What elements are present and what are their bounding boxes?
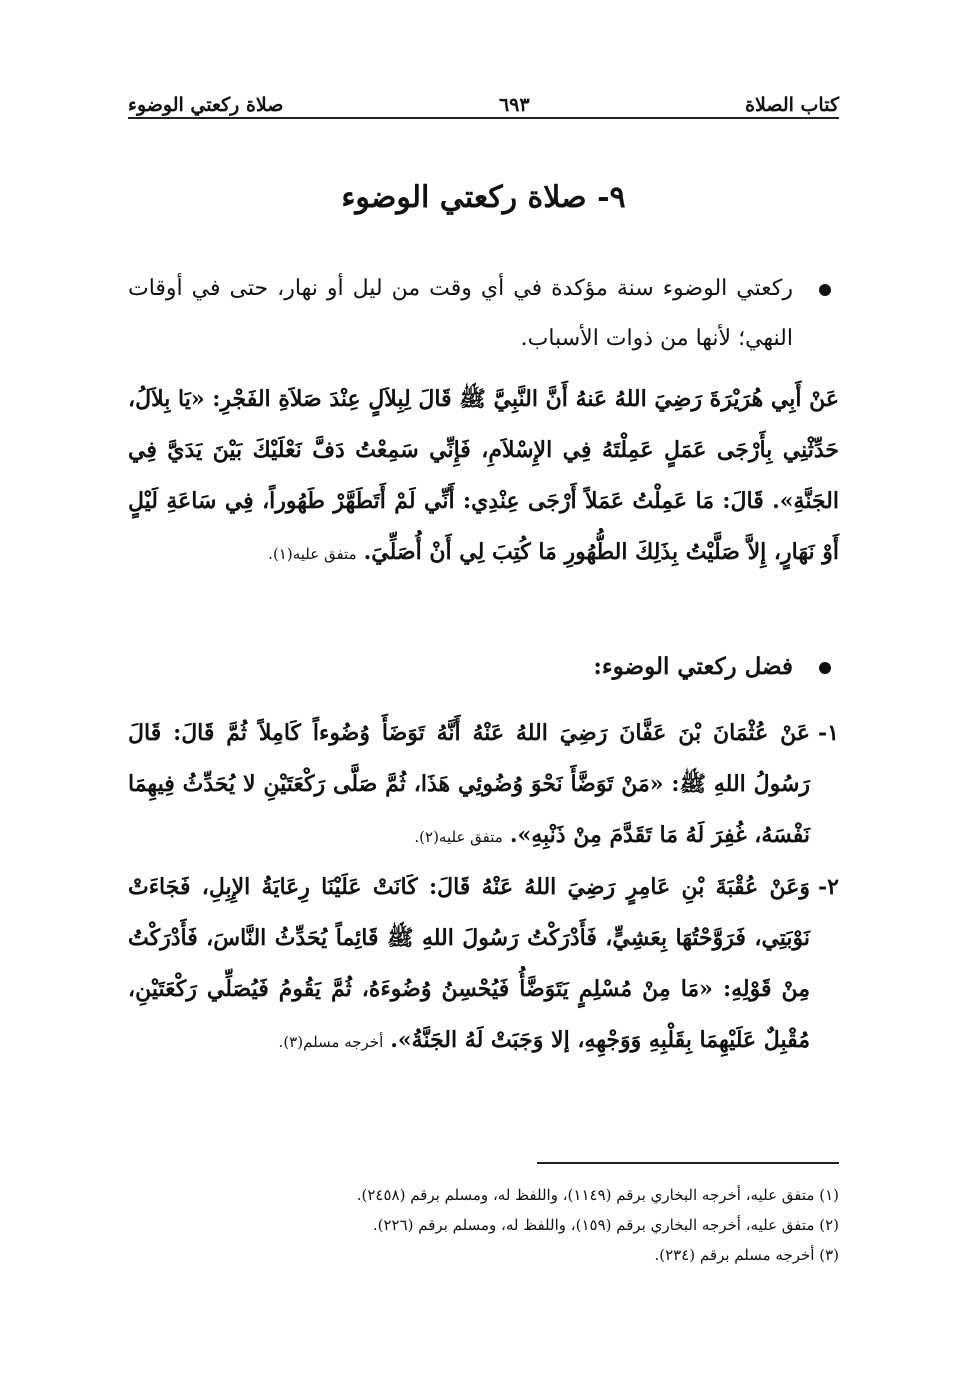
footnote-rule xyxy=(537,1162,839,1164)
footnote: (٢) متفق عليه، أخرجه البخاري برقم (١٥٩)، واللفظ له، ومسلم برقم (٢٢٦). xyxy=(372,1216,839,1234)
hadith-bilal-text: عَنْ أَبِي هُرَيْرَةَ رَضِيَ اللهُ عَنهُ أَنَّ النَّبِيَّ ﷺ قَالَ لِبِلاَلٍ عِنْدَ صَلاَةِ الفَجْرِ: «يَا بِلاَلُ، حَدِّثْنِي بِأَرْجَى عَمَلٍ عَمِلْتَهُ فِي الإِسْلاَمِ، فَإِنِّي سَمِعْتُ دَفَّ نَعْلَيْكَ بَيْنَ يَدَيَّ فِي الجَنَّةِ». قَالَ: مَا عَمِلْتُ عَمَلاً أَرْجَى عِنْدِي: أَنِّي لَمْ أَتَطَهَّرْ طَهُوراً، فِي سَاعَةِ لَيْلٍ أَوْ نَهَارٍ، إِلاَّ صَلَّيْتُ بِذَلِكَ الطُّهُورِ مَا كُتِبَ لِي أَنْ أُصَلِّيَ. xyxy=(128,386,839,565)
virtue-heading-block xyxy=(128,642,839,693)
book-title: كتاب الصلاة xyxy=(745,94,839,116)
footnotes xyxy=(128,1180,839,1270)
hadith-bilal-citation: متفق عليه(١). xyxy=(268,545,357,563)
hadith-item xyxy=(128,708,839,862)
header-rule xyxy=(128,117,839,119)
intro-text: ركعتي الوضوء سنة مؤكدة في أي وقت من ليل أو نهار، حتى في أوقات النهي؛ لأنها من ذوات الأسباب. xyxy=(128,276,793,351)
hadith-item xyxy=(128,862,839,1067)
hadith-citation: أخرجه مسلم(٣). xyxy=(278,1033,384,1051)
hadith-bilal xyxy=(128,374,839,579)
hadith-citation: متفق عليه(٢). xyxy=(414,828,503,846)
hadith-number: ٢- xyxy=(818,874,839,900)
footnote: (١) متفق عليه، أخرجه البخاري برقم (١١٤٩)، واللفظ له، ومسلم برقم (٢٤٥٨). xyxy=(356,1186,839,1204)
virtue-bullet xyxy=(128,642,839,693)
hadith-text: وَعَنْ عُقْبَةَ بْنِ عَامِرٍ رَضِيَ اللهُ عَنْهُ قَالَ: كَانَتْ عَلَيْنَا رِعَايَةُ الإِبِلِ، فَجَاءَتْ نَوْبَتِي، فَرَوَّحْتُهَا بِعَشِيٍّ، فَأَدْرَكْتُ رَسُولَ اللهِ ﷺ قَائِماً يُحَدِّثُ النَّاسَ، فَأَدْرَكْتُ مِنْ قَوْلِهِ: «مَا مِنْ مُسْلِمٍ يَتَوَضَّأُ فَيُحْسِنُ وُضُوءَهُ، ثُمَّ يَقُومُ فَيُصَلِّي رَكْعَتَيْنِ، مُقْبِلٌ عَلَيْهِمَا بِقَلْبِهِ وَوَجْهِهِ، إلا وَجَبَتْ لَهُ الجَنَّةُ». xyxy=(128,874,811,1053)
hadith-text: عَنْ عُثْمَانَ بْنَ عَفَّانَ رَضِيَ اللهُ عَنْهُ أَنَّهُ تَوَضَأَ وُضُوءاً كَامِلاً ثُمَّ قَالَ: قَالَ رَسُولُ اللهِ ﷺ: «مَنْ تَوَضَّأَ نَحْوَ وُضُوئِي هَذَا، ثُمَّ صَلَّى رَكْعَتَيْنِ لا يُحَدِّثُ فِيهِمَا نَفْسَهُ، غُفِرَ لَهُ مَا تَقَدَّمَ مِنْ ذَنْبِهِ». xyxy=(128,720,811,848)
page-number: ٦٩٣ xyxy=(498,94,530,116)
running-header xyxy=(128,86,839,116)
virtue-heading: فضل ركعتي الوضوء: xyxy=(593,653,793,680)
hadith-number: ١- xyxy=(818,720,839,746)
bullet-icon xyxy=(819,284,831,296)
section-title: صلاة ركعتي الوضوء xyxy=(128,94,284,116)
bullet-icon xyxy=(819,662,831,674)
intro-bullet xyxy=(128,264,839,364)
footnote: (٣) أخرجه مسلم برقم (٢٣٤). xyxy=(654,1246,839,1264)
chapter-title: ٩- صلاة ركعتي الوضوء xyxy=(341,180,626,215)
intro-block xyxy=(128,264,839,364)
